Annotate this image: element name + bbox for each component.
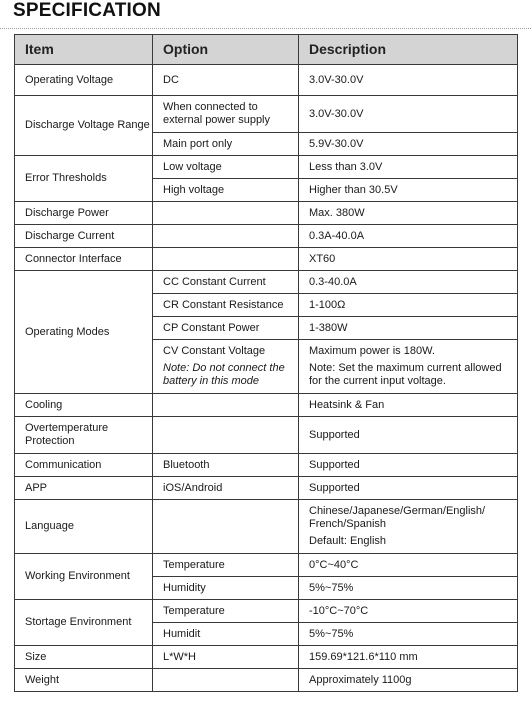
option-cell: Bluetooth — [153, 454, 299, 477]
item-cell: Weight — [15, 669, 153, 692]
item-cell: Discharge Current — [15, 225, 153, 248]
option-cell: iOS/Android — [153, 477, 299, 500]
cv-option-label: CV Constant Voltage — [163, 345, 266, 357]
table-row — [15, 202, 518, 225]
option-cell: CP Constant Power — [153, 317, 299, 340]
description-cell — [299, 340, 518, 394]
language-list: Chinese/Japanese/German/English/ French/Spanish — [309, 505, 486, 530]
option-cell — [153, 248, 299, 271]
header-description: Description — [299, 35, 518, 65]
description-cell: Approximately 1100g — [299, 669, 518, 692]
table-row — [15, 669, 518, 692]
description-cell: Supported — [299, 417, 518, 454]
option-cell — [153, 500, 299, 554]
description-cell: XT60 — [299, 248, 518, 271]
description-cell: 5.9V-30.0V — [299, 133, 518, 156]
item-cell: Operating Modes — [15, 271, 153, 394]
description-cell: Less than 3.0V — [299, 156, 518, 179]
item-cell: Error Thresholds — [15, 156, 153, 202]
table-row — [15, 600, 518, 623]
option-cell: Humidit — [153, 623, 299, 646]
cv-description: Maximum power is 180W. — [309, 345, 435, 357]
table-row — [15, 96, 518, 133]
description-cell: 3.0V-30.0V — [299, 96, 518, 133]
item-cell: APP — [15, 477, 153, 500]
description-cell: 0.3-40.0A — [299, 271, 518, 294]
option-cell — [153, 225, 299, 248]
table-row — [15, 500, 518, 554]
item-cell: Discharge Power — [15, 202, 153, 225]
option-cell: L*W*H — [153, 646, 299, 669]
item-cell: Discharge Voltage Range — [15, 96, 153, 156]
description-cell: 0.3A-40.0A — [299, 225, 518, 248]
option-cell: Temperature — [153, 600, 299, 623]
table-header-row — [15, 35, 518, 65]
table-row — [15, 554, 518, 577]
option-cell — [153, 394, 299, 417]
table-row — [15, 271, 518, 294]
item-cell: Overtemperature Protection — [15, 417, 153, 454]
item-cell: Connector Interface — [15, 248, 153, 271]
option-cell: DC — [153, 65, 299, 96]
description-cell: 5%~75% — [299, 623, 518, 646]
cv-warning-note: Note: Do not connect the battery in this mode — [163, 362, 285, 387]
description-cell: 0°C~40°C — [299, 554, 518, 577]
table-row — [15, 225, 518, 248]
option-cell: When connected to external power supply — [153, 96, 299, 133]
option-cell: High voltage — [153, 179, 299, 202]
option-cell: Main port only — [153, 133, 299, 156]
item-cell: Communication — [15, 454, 153, 477]
specification-table — [14, 34, 518, 692]
option-cell — [153, 669, 299, 692]
description-cell: Higher than 30.5V — [299, 179, 518, 202]
language-default: Default: English — [309, 535, 387, 547]
table-row — [15, 454, 518, 477]
option-cell — [153, 417, 299, 454]
description-cell: 5%~75% — [299, 577, 518, 600]
table-row — [15, 417, 518, 454]
table-row — [15, 394, 518, 417]
option-cell: Temperature — [153, 554, 299, 577]
item-cell: Cooling — [15, 394, 153, 417]
description-cell: 3.0V-30.0V — [299, 65, 518, 96]
header-item: Item — [15, 35, 153, 65]
item-cell: Working Environment — [15, 554, 153, 600]
description-cell: 1-100Ω — [299, 294, 518, 317]
description-cell: 1-380W — [299, 317, 518, 340]
option-cell: CR Constant Resistance — [153, 294, 299, 317]
table-row — [15, 646, 518, 669]
table-row — [15, 248, 518, 271]
description-cell — [299, 500, 518, 554]
page-title: SPECIFICATION — [13, 0, 161, 21]
option-cell: CC Constant Current — [153, 271, 299, 294]
table-row — [15, 477, 518, 500]
description-cell: 159.69*121.6*110 mm — [299, 646, 518, 669]
description-cell: -10°C~70°C — [299, 600, 518, 623]
header-option: Option — [153, 35, 299, 65]
description-cell: Max. 380W — [299, 202, 518, 225]
title-divider — [0, 28, 531, 29]
item-cell: Size — [15, 646, 153, 669]
item-cell: Stortage Environment — [15, 600, 153, 646]
option-cell — [153, 340, 299, 394]
item-cell: Operating Voltage — [15, 65, 153, 96]
table-row — [15, 156, 518, 179]
option-cell: Humidity — [153, 577, 299, 600]
description-cell: Supported — [299, 477, 518, 500]
description-cell: Supported — [299, 454, 518, 477]
option-cell — [153, 202, 299, 225]
option-cell: Low voltage — [153, 156, 299, 179]
table-row — [15, 65, 518, 96]
description-cell: Heatsink & Fan — [299, 394, 518, 417]
cv-description-note: Note: Set the maximum current allowed for the current input voltage. — [309, 362, 502, 387]
item-cell: Language — [15, 500, 153, 554]
